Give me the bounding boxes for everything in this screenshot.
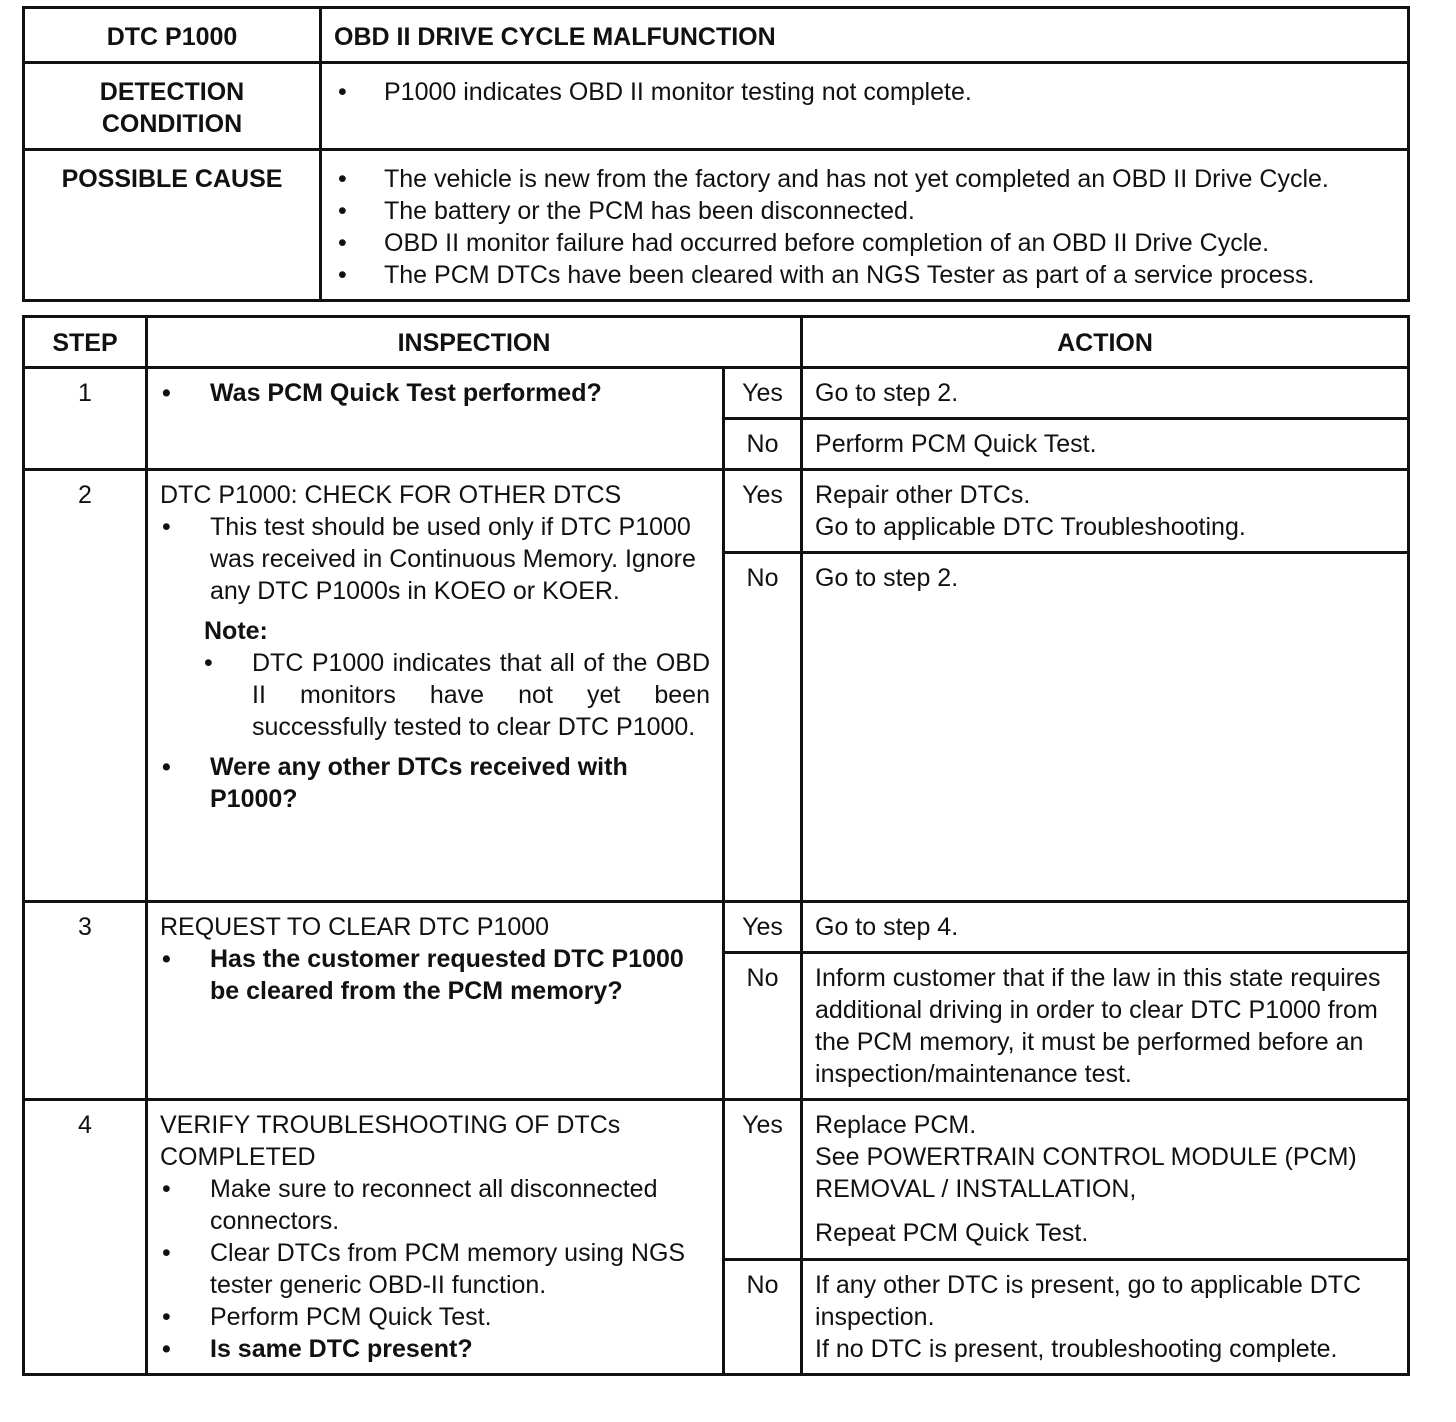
column-header-action: ACTION (802, 317, 1409, 368)
note-list (204, 647, 710, 743)
step-3-inspection (147, 902, 724, 1100)
cause-item: • The battery or the PCM has been disconnected. (334, 195, 1395, 227)
cause-item: • The vehicle is new from the factory and has not yet completed an OBD II Drive Cycle. (334, 163, 1395, 195)
step-2-question-list (160, 751, 710, 815)
step-2-no-action: Go to step 2. (802, 553, 1409, 902)
no-label: No (724, 1259, 802, 1374)
step-1-inspection (147, 368, 724, 470)
action-line: Repair other DTCs. (815, 481, 1031, 509)
cause-item: • OBD II monitor failure had occurred before completion of an OBD II Drive Cycle. (334, 227, 1395, 259)
step-4-bullet: • Clear DTCs from PCM memory using NGS tester generic OBD-II function. (160, 1237, 710, 1301)
dtc-summary-table (22, 6, 1410, 302)
yes-label: Yes (724, 902, 802, 953)
cause-list (334, 163, 1395, 291)
step-2-inspection (147, 470, 724, 902)
yes-label: Yes (724, 368, 802, 419)
step-4-inspection (147, 1100, 724, 1375)
dtc-title-row (24, 8, 1409, 63)
note-block (204, 615, 710, 743)
column-header-inspection: INSPECTION (147, 317, 802, 368)
action-line: See POWERTRAIN CONTROL MODULE (PCM) REMOVAL / INSTALLATION, (815, 1143, 1357, 1203)
detection-content (321, 63, 1409, 150)
step-1-question: • Was PCM Quick Test performed? (160, 377, 710, 409)
step-1-yes-action: Go to step 2. (802, 368, 1409, 419)
step-3-question: • Has the customer requested DTC P1000 be cleared from the PCM memory? (160, 943, 710, 1007)
step-number: 1 (24, 368, 147, 470)
detection-list (334, 76, 1395, 108)
step-3-list (160, 943, 710, 1007)
step-1-no-action: Perform PCM Quick Test. (802, 419, 1409, 470)
no-label: No (724, 553, 802, 902)
step-1-yes-row (24, 368, 1409, 419)
step-3-yes-row (24, 902, 1409, 953)
step-2-title: DTC P1000: CHECK FOR OTHER DTCS (160, 481, 622, 509)
step-number: 4 (24, 1100, 147, 1375)
action-line: If no DTC is present, troubleshooting complete. (815, 1334, 1338, 1363)
dtc-title: OBD II DRIVE CYCLE MALFUNCTION (321, 8, 1409, 63)
step-4-bullet: • Make sure to reconnect all disconnected connectors. (160, 1173, 710, 1237)
spacer (815, 1205, 1395, 1217)
column-header-step: STEP (24, 317, 147, 368)
step-4-yes-row (24, 1100, 1409, 1260)
steps-header-row (24, 317, 1409, 368)
troubleshooting-steps-table (22, 315, 1410, 1376)
action-line: If any other DTC is present, go to applicable DTC inspection. (815, 1270, 1362, 1331)
step-2-question: • Were any other DTCs received with P1000? (160, 751, 710, 815)
note-item: • DTC P1000 indicates that all of the OBD II monitors have not yet been successfully tested to clear DTC P1000. (204, 647, 710, 743)
step-3-title: REQUEST TO CLEAR DTC P1000 (160, 913, 550, 941)
no-label: No (724, 953, 802, 1100)
step-4-title: VERIFY TROUBLESHOOTING OF DTCs COMPLETED (160, 1111, 621, 1171)
detection-row (24, 63, 1409, 150)
step-3-yes-action: Go to step 4. (802, 902, 1409, 953)
action-line: Replace PCM. (815, 1111, 977, 1139)
cause-content (321, 150, 1409, 301)
step-4-yes-action (802, 1100, 1409, 1260)
step-3-no-action: Inform customer that if the law in this state requires additional driving in order to clear DTC P1000 from the PCM memory, it must be performed before an inspection/maintenance test. (802, 953, 1409, 1100)
step-number: 2 (24, 470, 147, 902)
note-label: Note: (204, 617, 268, 645)
step-2-yes-row (24, 470, 1409, 553)
step-1-list (160, 377, 710, 409)
detection-label: DETECTION CONDITION (24, 63, 321, 150)
step-2-yes-action (802, 470, 1409, 553)
action-line: Go to applicable DTC Troubleshooting. (815, 513, 1246, 541)
no-label: No (724, 419, 802, 470)
dtc-code: DTC P1000 (24, 8, 321, 63)
step-number: 3 (24, 902, 147, 1100)
step-4-bullet: • Perform PCM Quick Test. (160, 1301, 710, 1333)
cause-label: POSSIBLE CAUSE (24, 150, 321, 301)
yes-label: Yes (724, 1100, 802, 1260)
step-4-question: • Is same DTC present? (160, 1333, 710, 1365)
step-4-no-action (802, 1259, 1409, 1374)
action-line: Repeat PCM Quick Test. (815, 1219, 1089, 1247)
yes-label: Yes (724, 470, 802, 553)
step-4-list (160, 1173, 710, 1365)
cause-item: • The PCM DTCs have been cleared with an NGS Tester as part of a service process. (334, 259, 1395, 291)
step-2-list (160, 511, 710, 607)
detection-item: • P1000 indicates OBD II monitor testing not complete. (334, 76, 1395, 108)
step-2-bullet: • This test should be used only if DTC P1000 was received in Continuous Memory. Ignore any DTC P1000s in KOEO or KOER. (160, 511, 710, 607)
cause-row (24, 150, 1409, 301)
